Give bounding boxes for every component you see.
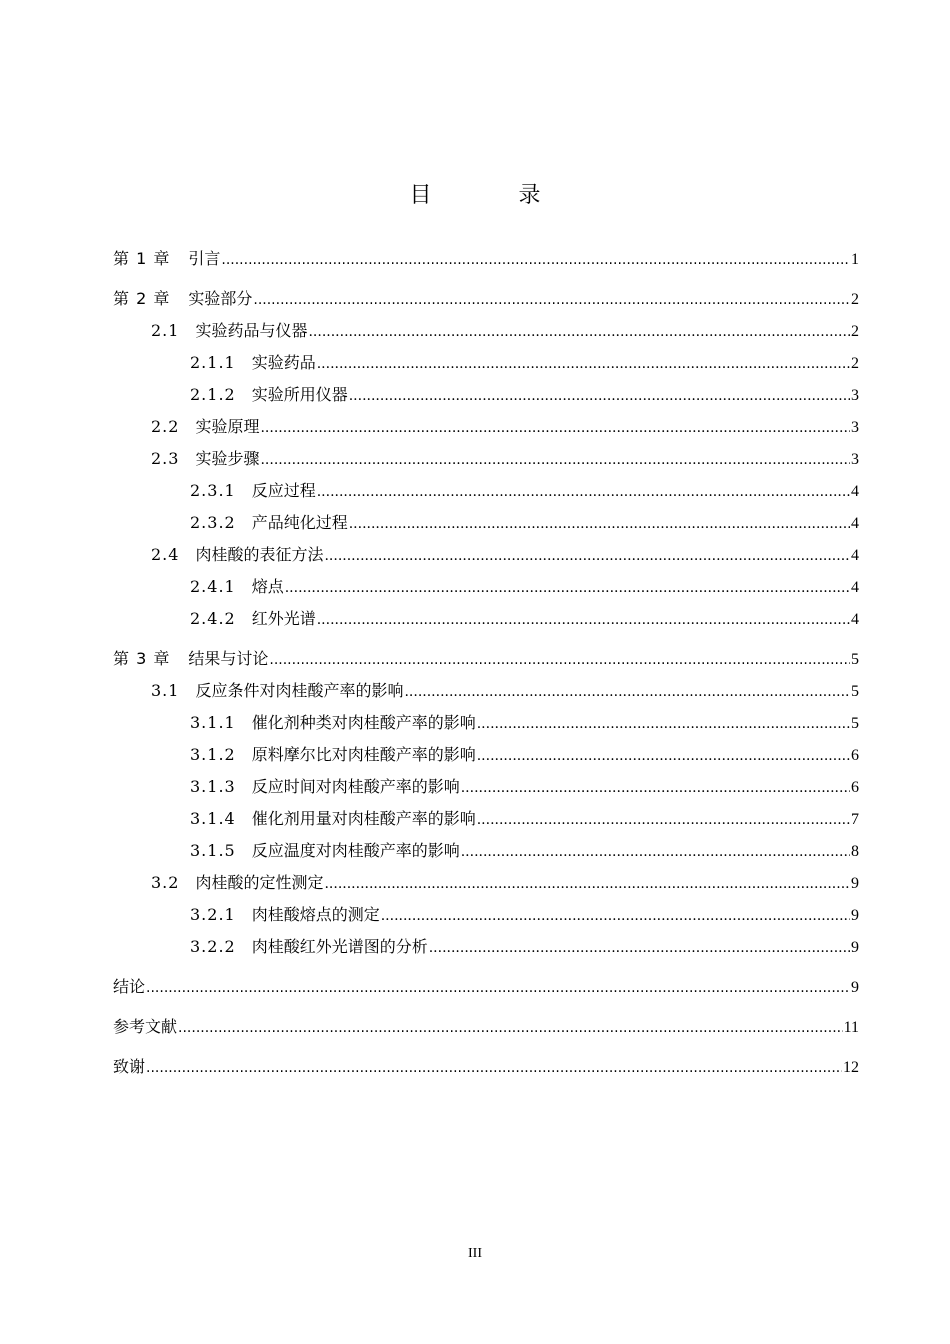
toc-entry[interactable] [113,539,859,571]
toc-entry-page: 7 [851,811,859,828]
toc-entry-number: 2.3 [151,449,180,468]
page-title: 目 录 [409,183,581,208]
toc-entry-number: 2.1 [151,321,180,340]
toc-entry-title: 实验原理 [195,417,260,436]
toc-entry-page: 5 [851,651,859,668]
toc-leader-dots [146,972,850,1004]
toc-leader-dots [178,1012,843,1044]
toc-leader-dots [461,836,850,868]
toc-entry-title: 催化剂用量对肉桂酸产率的影响 [251,809,476,828]
toc-entry-page: 4 [851,483,859,500]
toc-entry[interactable] [113,803,859,835]
toc-entry-title: 实验药品 [251,353,316,372]
toc-entry-page: 1 [851,251,859,268]
toc-entry[interactable] [113,867,859,899]
toc-entry-number: 3.1.1 [190,713,236,732]
toc-entry-number: 3.1.2 [190,745,236,764]
toc-entry-page: 4 [851,579,859,596]
toc-entry[interactable] [113,707,859,739]
toc-entry-title: 实验部分 [188,289,253,308]
toc-entry-page: 2 [851,355,859,372]
toc-entry[interactable] [113,379,859,411]
page-number: III [468,1246,482,1261]
toc-entry-title: 参考文献 [113,1017,178,1036]
toc-entry-number: 第 3 章 [113,649,171,668]
toc-entry[interactable] [113,243,859,275]
toc-entry-page: 4 [851,515,859,532]
toc-leader-dots [221,244,850,276]
toc-entry-page: 12 [843,1059,859,1076]
toc-entry[interactable] [113,603,859,635]
toc-entry-title: 肉桂酸的表征方法 [195,545,324,564]
toc-entry-title: 反应过程 [251,481,316,500]
toc-entry-number: 2.1.1 [190,353,236,372]
toc-entry-number: 2.2 [151,417,180,436]
toc-entry-title: 肉桂酸熔点的测定 [251,905,380,924]
toc-leader-dots [317,604,850,636]
toc-entry[interactable] [113,835,859,867]
toc-entry-page: 6 [851,779,859,796]
toc-leader-dots [324,868,850,900]
toc-entry-title: 产品纯化过程 [251,513,348,532]
toc-entry-number: 3.1.5 [190,841,236,860]
toc-entry-page: 2 [851,323,859,340]
toc-entry[interactable] [113,1051,859,1083]
toc-leader-dots [477,740,850,772]
toc-entry-page: 9 [851,907,859,924]
toc-entry-title: 实验所用仪器 [251,385,348,404]
toc-entry-number: 2.1.2 [190,385,236,404]
toc-entry-page: 5 [851,683,859,700]
toc-entry[interactable] [113,1011,859,1043]
toc-entry[interactable] [113,571,859,603]
toc-entry-number: 3.2 [151,873,180,892]
toc-entry-page: 8 [851,843,859,860]
toc-entry[interactable] [113,899,859,931]
toc-entry[interactable] [113,507,859,539]
toc-leader-dots [260,444,850,476]
toc-entry-page: 3 [851,451,859,468]
toc-entry-number: 2.4 [151,545,180,564]
toc-entry-number: 3.2.1 [190,905,236,924]
toc-entry[interactable] [113,931,859,963]
toc-leader-dots [317,348,850,380]
toc-entry-title: 熔点 [251,577,284,596]
toc-entry[interactable] [113,347,859,379]
toc-entry-title: 红外光谱 [251,609,316,628]
toc-entry-page: 11 [843,1019,859,1036]
toc-leader-dots [477,804,850,836]
toc-leader-dots [349,380,850,412]
toc-entry-page: 9 [851,979,859,996]
toc-entry[interactable] [113,475,859,507]
toc-entry-number: 2.4.2 [190,609,236,628]
toc-entry-page: 9 [851,939,859,956]
toc-leader-dots [429,932,850,964]
toc-entry-title: 催化剂种类对肉桂酸产率的影响 [251,713,476,732]
toc-entry[interactable] [113,411,859,443]
toc-entry[interactable] [113,283,859,315]
toc-entry-title: 实验步骤 [195,449,260,468]
toc-leader-dots [146,1052,842,1084]
toc-entry-number: 第 2 章 [113,289,171,308]
toc-entry-page: 4 [851,611,859,628]
toc-entry-number: 2.3.1 [190,481,236,500]
toc-entry-title: 反应温度对肉桂酸产率的影响 [251,841,460,860]
toc-entry-title: 反应时间对肉桂酸产率的影响 [251,777,460,796]
toc-entry-title: 结果与讨论 [188,649,269,668]
toc-entry[interactable] [113,643,859,675]
toc-entry-page: 3 [851,419,859,436]
toc-entry-number: 3.1.3 [190,777,236,796]
toc-entry-title: 致谢 [113,1057,146,1076]
toc-entry-title: 肉桂酸红外光谱图的分析 [251,937,428,956]
toc-entry[interactable] [113,739,859,771]
toc-entry-title: 引言 [188,249,221,268]
toc-entry-page: 6 [851,747,859,764]
toc-leader-dots [349,508,850,540]
toc-entry-title: 结论 [113,977,146,996]
toc-leader-dots [317,476,850,508]
toc-leader-dots [285,572,850,604]
toc-leader-dots [461,772,850,804]
toc-entry[interactable] [113,443,859,475]
toc-leader-dots [253,284,850,316]
toc-entry-page: 2 [851,291,859,308]
toc-entry-page: 4 [851,547,859,564]
toc-leader-dots [477,708,850,740]
table-of-contents [113,243,859,1083]
toc-entry-title: 肉桂酸的定性测定 [195,873,324,892]
toc-entry-number: 2.3.2 [190,513,236,532]
toc-entry[interactable] [113,971,859,1003]
toc-entry[interactable] [113,675,859,707]
toc-entry-page: 5 [851,715,859,732]
toc-entry-number: 第 1 章 [113,249,171,268]
toc-leader-dots [404,676,850,708]
toc-entry[interactable] [113,771,859,803]
toc-leader-dots [381,900,850,932]
toc-entry[interactable] [113,315,859,347]
toc-entry-number: 2.4.1 [190,577,236,596]
toc-leader-dots [269,644,850,676]
toc-leader-dots [308,316,850,348]
toc-entry-title: 实验药品与仪器 [195,321,308,340]
toc-entry-number: 3.1.4 [190,809,236,828]
toc-entry-number: 3.2.2 [190,937,236,956]
toc-entry-page: 9 [851,875,859,892]
toc-entry-number: 3.1 [151,681,180,700]
toc-leader-dots [324,540,850,572]
toc-entry-title: 原料摩尔比对肉桂酸产率的影响 [251,745,476,764]
toc-entry-title: 反应条件对肉桂酸产率的影响 [195,681,404,700]
toc-entry-page: 3 [851,387,859,404]
toc-leader-dots [260,412,850,444]
